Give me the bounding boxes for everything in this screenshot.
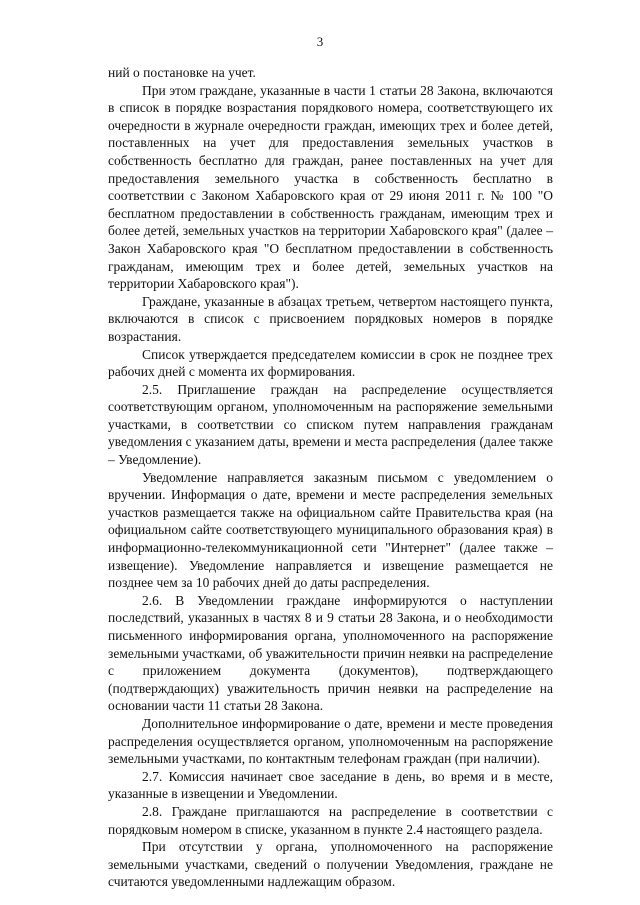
paragraph: Уведомление направляется заказным письмом с уведомлением о вручении. Информация о дате, времени и месте распределения земельных участков размещается также на официальном сайте Правительства края (на официальном сайте соответствующего муниципального образования края) в информационно-телекоммуникационной сети "Интернет" (далее также – извещение). Уведомление направляется и извещение размещается не позднее чем за 10 рабочих дней до даты распределения. bbox=[108, 469, 553, 591]
paragraph: При этом граждане, указанные в части 1 статьи 28 Закона, включаются в список в порядке возрастания порядкового номера, соответствующего их очередности в журнале очередности граждан, имеющих трех и более детей, поставленных на учет для предоставления земельных участков в собственность бесплатно для граждан, ранее поставленных на учет для предоставления земельного участка в собственность бесплатно в соответствии с Законом Хабаровского края от 29 июня 2011 г. № 100 "О бесплатном предоставлении в собственность гражданам, имеющим трех и более детей, земельных участков на территории Хабаровского края" (далее – Закон Хабаровского края "О бесплатном предоставлении в собственность гражданам, имеющим трех и более детей, земельных участков на территории Хабаровского края"). bbox=[108, 82, 553, 292]
document-body bbox=[108, 64, 553, 891]
paragraph: Список утверждается председателем комиссии в срок не позднее трех рабочих дней с момента их формирования. bbox=[108, 346, 553, 380]
paragraph-2-8: 2.8. Граждане приглашаются на распределение в соответствии с порядковым номером в списке, указанном в пункте 2.4 настоящего раздела. bbox=[108, 803, 553, 837]
paragraph: Граждане, указанные в абзацах третьем, четвертом настоящего пункта, включаются в список с присвоением порядковых номеров в порядке возрастания. bbox=[108, 293, 553, 344]
paragraph-2-5: 2.5. Приглашение граждан на распределение осуществляется соответствующим органом, уполномоченным на распоряжение земельными участками, в соответствии со списком путем направления гражданам уведомления с указанием даты, времени и места распределения (далее также – Уведомление). bbox=[108, 381, 553, 468]
paragraph: При отсутствии у органа, уполномоченного на распоряжение земельными участками, сведений о получении Уведомления, граждане не считаются уведомленными надлежащим образом. bbox=[108, 839, 553, 890]
paragraph-2-6: 2.6. В Уведомлении граждане информируются о наступлении последствий, указанных в частях 8 и 9 статьи 28 Закона, и о необходимости письменного информирования органа, уполномоченного на распоряжение земельными участками, об уважительности причин неявки на распределение с приложением документа (документов), подтверждающего (подтверждающих) уважительность причин неявки на распределение на основании части 11 статьи 28 Закона. bbox=[108, 592, 553, 714]
paragraph: Дополнительное информирование о дате, времени и месте проведения распределения осуществляется органом, уполномоченным на распоряжение земельными участками, по контактным телефонам граждан (при наличии). bbox=[108, 715, 553, 767]
paragraph-2-7: 2.7. Комиссия начинает свое заседание в день, во время и в месте, указанные в извещении и Уведомлении. bbox=[108, 768, 553, 802]
page-number: 3 bbox=[316, 34, 324, 49]
paragraph-continuation: ний о постановке на учет. bbox=[108, 65, 256, 80]
